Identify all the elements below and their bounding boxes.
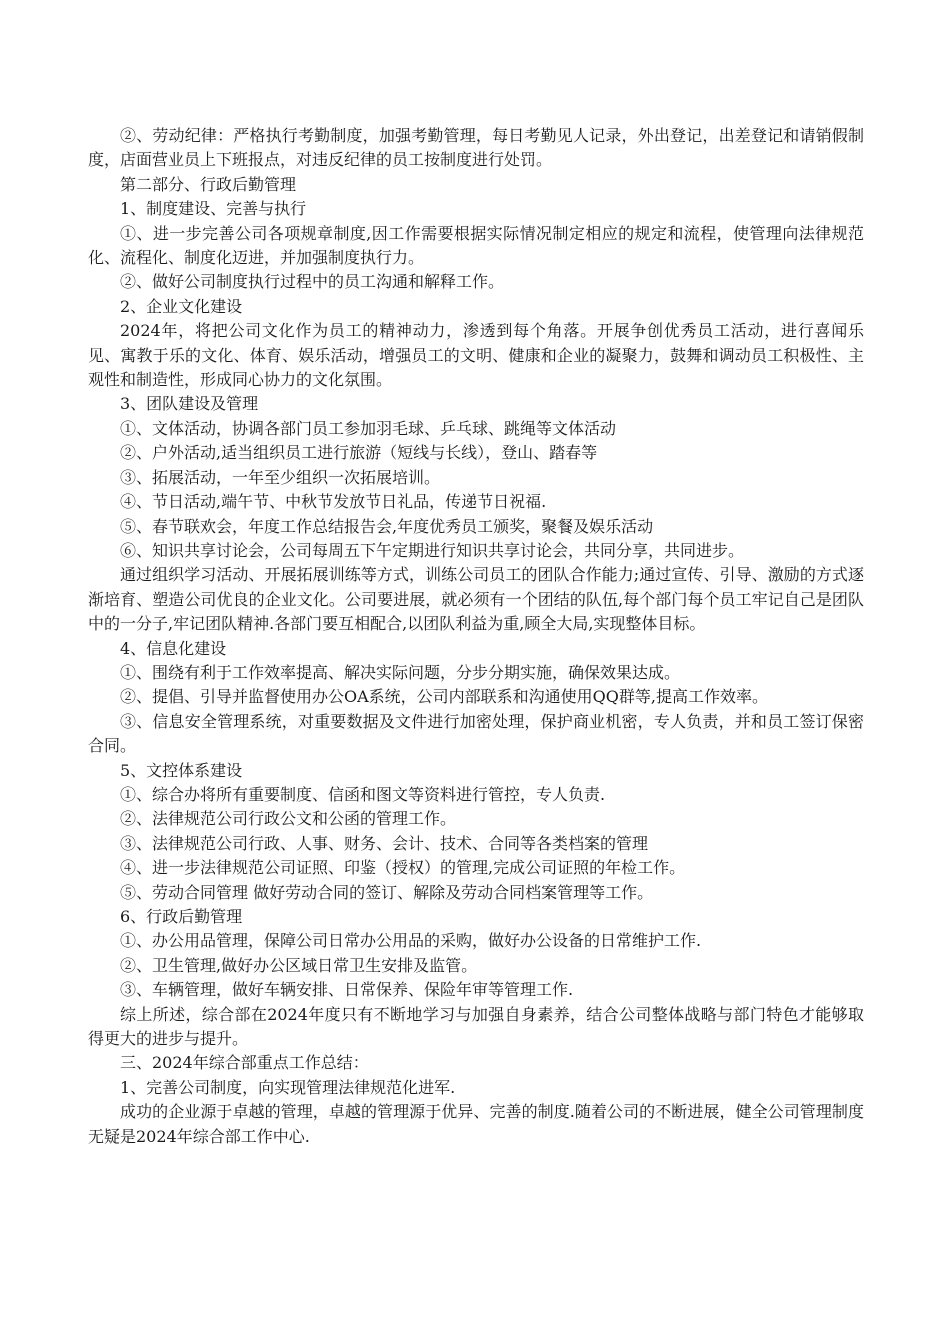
list-item: ②、户外活动,适当组织员工进行旅游（短线与长线），登山、踏春等: [120, 443, 598, 463]
list-item: ③、信息安全管理系统，对重要数据及文件进行加密处理，保护商业机密，专人负责，并和员工签订保密合同。: [88, 711, 864, 756]
list-item: ②、卫生管理,做好办公区域日常卫生安排及监管。: [120, 955, 478, 975]
list-item: ③、拓展活动，一年至少组织一次拓展培训。: [120, 467, 441, 487]
list-item: ③、法律规范公司行政、人事、财务、会计、技术、合同等各类档案的管理: [120, 833, 649, 853]
list-item: ④、节日活动,端午节、中秋节发放节日礼品，传递节日祝福.: [120, 492, 547, 512]
section-heading: 三、2024年综合部重点工作总结：: [120, 1053, 369, 1073]
section-heading: 第二部分、行政后勤管理: [120, 174, 297, 194]
subsection-heading: 4、信息化建设: [120, 638, 227, 658]
subsection-heading: 6、行政后勤管理: [120, 907, 243, 926]
paragraph: 通过组织学习活动、开展拓展训练等方式，训练公司员工的团队合作能力;通过宣传、引导、激励的方式逐渐培育、塑造公司优良的企业文化。公司要进展，就必须有一个团结的队伍,每个部门每个员工牢记自己是团队中的一分子,牢记团队精神.各部门要互相配合,以团队利益为重,顾全大局,实现整体目标。: [88, 565, 864, 634]
subsection-heading: 2、企业文化建设: [120, 296, 243, 316]
list-item: ⑤、劳动合同管理 做好劳动合同的签订、解除及劳动合同档案管理等工作。: [120, 882, 654, 902]
list-item: ②、法律规范公司行政公文和公函的管理工作。: [120, 809, 457, 829]
subsection-heading: 3、团队建设及管理: [120, 394, 259, 414]
list-item: ①、综合办将所有重要制度、信函和图文等资料进行管控，专人负责.: [120, 784, 606, 804]
paragraph: ②、做好公司制度执行过程中的员工沟通和解释工作。: [120, 272, 505, 292]
paragraph: ②、劳动纪律：严格执行考勤制度，加强考勤管理，每日考勤见人记录，外出登记，出差登记和请销假制度，店面营业员上下班报点，对违反纪律的员工按制度进行处罚。: [88, 126, 864, 170]
list-item: ①、办公用品管理，保障公司日常办公用品的采购，做好办公设备的日常维护工作.: [120, 931, 702, 951]
list-item: ①、围绕有利于工作效率提高、解决实际问题，分步分期实施，确保效果达成。: [120, 662, 681, 682]
list-item: ③、车辆管理，做好车辆安排、日常保养、保险年审等管理工作.: [120, 980, 574, 1000]
paragraph: 2024年，将把公司文化作为员工的精神动力，渗透到每个角落。开展争创优秀员工活动，进行喜闻乐见、寓教于乐的文化、体育、娱乐活动，增强员工的文明、健康和企业的凝聚力，鼓舞和调动员工积极性、主观性和制造性，形成同心协力的文化氛围。: [88, 321, 864, 390]
subsection-heading: 1、完善公司制度，向实现管理法律规范化进军.: [120, 1077, 456, 1097]
list-item: ④、进一步法律规范公司证照、印鉴（授权）的管理,完成公司证照的年检工作。: [120, 858, 686, 878]
document-page: [88, 124, 864, 1149]
list-item: ②、提倡、引导并监督使用办公OA系统，公司内部联系和沟通使用QQ群等,提高工作效率。: [120, 687, 768, 707]
subsection-heading: 5、文控体系建设: [120, 760, 243, 780]
subsection-heading: 1、制度建设、完善与执行: [120, 199, 307, 219]
paragraph: 综上所述，综合部在2024年度只有不断地学习与加强自身素养，结合公司整体战略与部门特色才能够取得更大的进步与提升。: [88, 1004, 864, 1049]
list-item: ⑤、春节联欢会，年度工作总结报告会,年度优秀员工颁奖，聚餐及娱乐活动: [120, 516, 654, 536]
paragraph: ①、进一步完善公司各项规章制度,因工作需要根据实际情况制定相应的规定和流程，使管理向法律规范化、流程化、制度化迈进，并加强制度执行力。: [88, 223, 864, 268]
paragraph: 成功的企业源于卓越的管理，卓越的管理源于优异、完善的制度.随着公司的不断进展，健全公司管理制度无疑是2024年综合部工作中心.: [88, 1102, 864, 1146]
list-item: ①、文体活动，协调各部门员工参加羽毛球、乒乓球、跳绳等文体活动: [120, 418, 617, 438]
list-item: ⑥、知识共享讨论会，公司每周五下午定期进行知识共享讨论会，共同分享，共同进步。: [120, 540, 745, 560]
